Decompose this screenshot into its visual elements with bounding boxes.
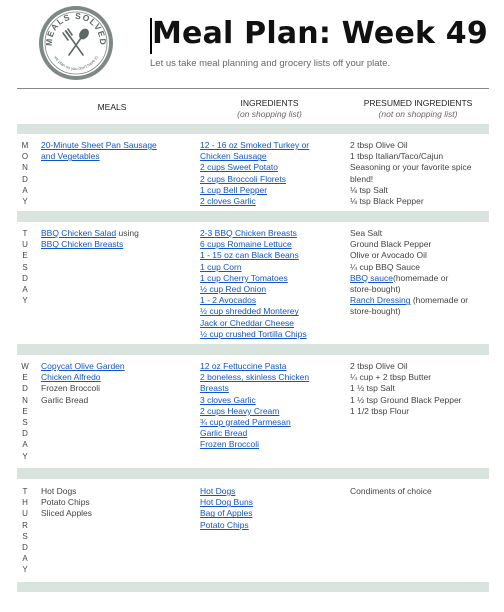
presumed-ingredient-line: ¼ cup + 2 tbsp Butter <box>350 372 432 383</box>
presumed-ingredient-line <box>350 273 492 284</box>
presumed-ingredient-cell <box>350 140 492 207</box>
logo-tagline: we plan so you don't have to <box>53 54 99 72</box>
ingredient-link[interactable]: 2 boneless, skinless Chicken <box>200 372 310 383</box>
presumed-ingredient-line: Seasoning or your favorite spice <box>350 162 472 173</box>
presumed-ingredient-cell <box>350 486 492 497</box>
ingredient-link[interactable]: ½ cup shredded Monterey <box>200 306 299 317</box>
meal-link[interactable]: Copycat Olive Garden <box>41 361 125 371</box>
ingredient-link[interactable]: 2 cups Sweet Potato <box>200 162 278 173</box>
meal-link[interactable]: BBQ Chicken Salad <box>41 228 117 238</box>
row-separator-band <box>17 344 489 355</box>
day-letter: Y <box>22 296 28 306</box>
meals-solved-logo <box>38 5 114 81</box>
day-letter: S <box>22 262 28 272</box>
presumed-ingredient-line: ⅛ tsp Black Pepper <box>350 196 424 207</box>
day-letter: S <box>22 417 28 427</box>
day-letter: U <box>22 240 28 250</box>
day-letter: E <box>22 373 28 383</box>
ingredient-link[interactable]: 1 - 15 oz can Black Beans <box>200 250 299 261</box>
row-separator-band <box>17 211 489 222</box>
ingredient-cell <box>200 361 345 451</box>
meal-link[interactable]: 20-Minute Sheet Pan Sausage <box>41 140 157 150</box>
ingredient-cell <box>200 486 345 531</box>
ingredient-link[interactable]: 2 cups Heavy Cream <box>200 405 280 416</box>
meal-link[interactable]: BBQ Chicken Breasts <box>41 239 124 250</box>
day-letter: T <box>22 487 28 496</box>
day-letter: U <box>22 509 28 519</box>
ingredient-link[interactable]: ¾ cup grated Parmesan <box>200 417 291 428</box>
day-letter: Y <box>22 565 28 575</box>
meal-line <box>41 228 191 239</box>
presumed-ingredient-line: Ground Black Pepper <box>350 239 432 250</box>
ingredient-link[interactable]: 1 cup Cherry Tomatoes <box>200 272 288 283</box>
presumed-ingredient-line: ⅛ tsp Salt <box>350 184 388 195</box>
presumed-ingredient-line: 2 tbsp Olive Oil <box>350 140 408 150</box>
presumed-ingredient-line: Olive or Avocado Oil <box>350 250 427 261</box>
day-letter: W <box>21 362 29 371</box>
presumed-ingredient-text: (homemade or <box>410 295 469 306</box>
row-separator-band <box>17 124 489 134</box>
ingredient-link[interactable]: 6 cups Romaine Lettuce <box>200 239 292 250</box>
presumed-ingredient-cell <box>350 228 492 318</box>
column-header-presumed: PRESUMED INGREDIENTS (not on shopping list) <box>347 98 489 119</box>
presumed-ingredient-line: ¼ cup BBQ Sauce <box>350 261 420 272</box>
presumed-ingredient-line: blend! <box>350 173 374 184</box>
day-letter: T <box>22 229 28 238</box>
ingredient-link[interactable]: Chicken Sausage <box>200 151 267 162</box>
day-letter: N <box>22 395 28 405</box>
presumed-ingredient-line: 1 ½ tsp Salt <box>350 383 395 394</box>
day-letter: D <box>22 174 28 184</box>
day-label-vertical <box>17 361 33 462</box>
day-letter: Y <box>22 451 28 461</box>
presumed-ingredient-line: store-bought) <box>350 306 401 317</box>
day-letter: A <box>22 440 28 450</box>
logo-brand: MEALS SOLVED <box>43 10 109 47</box>
ingredient-link[interactable]: Hot Dogs <box>200 486 236 496</box>
row-separator-band <box>17 582 489 592</box>
day-letter: A <box>22 185 28 195</box>
ingredient-link[interactable]: Jack or Cheddar Cheese <box>200 317 295 328</box>
day-letter: D <box>22 384 28 394</box>
presumed-ingredient-line <box>350 295 492 306</box>
ingredient-link[interactable]: 12 - 16 oz Smoked Turkey or <box>200 140 310 150</box>
ingredient-link[interactable]: Frozen Broccoli <box>200 439 260 450</box>
presumed-ingredient-line: Sea Salt <box>350 228 383 238</box>
meal-cell <box>41 228 191 250</box>
day-label-vertical <box>17 486 33 576</box>
header <box>0 0 504 88</box>
column-subheader-ingredients: (on shopping list) <box>237 109 302 119</box>
meal-cell <box>41 361 191 406</box>
meal-line: Sliced Apples <box>41 508 93 519</box>
ingredient-link[interactable]: 3 cloves Garlic <box>200 394 256 405</box>
day-letter: O <box>21 152 29 162</box>
ingredient-cell <box>200 140 345 207</box>
meal-line: Hot Dogs <box>41 486 77 496</box>
ingredient-link[interactable]: ½ cup Red Onion <box>200 284 267 295</box>
column-header-ingredients: INGREDIENTS (on shopping list) <box>197 98 342 119</box>
meal-text: using <box>116 228 139 238</box>
day-letter: Y <box>22 196 28 206</box>
presumed-ingredient-line: 1 tbsp Italian/Taco/Cajun <box>350 151 444 162</box>
presumed-ingredient-cell <box>350 361 492 417</box>
presumed-ingredient-link[interactable]: Ranch Dressing <box>350 295 411 306</box>
day-letter: D <box>22 429 28 439</box>
presumed-ingredient-line: store-bought) <box>350 284 401 295</box>
header-divider <box>17 88 489 89</box>
meal-line: Potato Chips <box>41 497 90 508</box>
day-label-vertical <box>17 140 33 207</box>
ingredient-link[interactable]: 12 oz Fettuccine Pasta <box>200 361 287 371</box>
presumed-ingredient-line: Condiments of choice <box>350 486 432 496</box>
presumed-ingredient-line: 1 1/2 tbsp Flour <box>350 405 410 416</box>
page-subtitle: Let us take meal planning and grocery lists off your plate. <box>150 58 391 69</box>
row-separator-band <box>17 468 489 479</box>
day-letter: A <box>22 554 28 564</box>
ingredient-link[interactable]: 2 cloves Garlic <box>200 196 256 207</box>
presumed-ingredient-link[interactable]: BBQ sauce <box>350 272 393 283</box>
day-letter: R <box>22 520 28 530</box>
ingredient-link[interactable]: 1 cup Corn <box>200 261 242 272</box>
presumed-ingredient-line: 2 tbsp Olive Oil <box>350 361 408 371</box>
ingredient-link[interactable]: 1 cup Bell Pepper <box>200 184 268 195</box>
ingredient-link[interactable]: Potato Chips <box>200 519 249 530</box>
day-letter: D <box>22 542 28 552</box>
ingredient-link[interactable]: Breasts <box>200 383 229 394</box>
day-letter: E <box>22 251 28 261</box>
page-title: Meal Plan: Week 49 <box>152 16 488 51</box>
meal-link[interactable]: Chicken Alfredo <box>41 372 101 383</box>
ingredient-link[interactable]: 2-3 BBQ Chicken Breasts <box>200 228 297 238</box>
meal-line: Garlic Bread <box>41 394 89 405</box>
ingredient-link[interactable]: ½ cup crushed Tortilla Chips <box>200 328 307 339</box>
meal-link[interactable]: and Vegetables <box>41 151 100 162</box>
meal-line: Frozen Broccoli <box>41 383 101 394</box>
day-letter: E <box>22 406 28 416</box>
ingredient-link[interactable]: 1 - 2 Avocados <box>200 295 257 306</box>
day-letter: D <box>22 273 28 283</box>
meal-cell <box>41 486 191 520</box>
ingredient-cell <box>200 228 345 340</box>
day-letter: M <box>21 141 29 150</box>
ingredient-link[interactable]: 2 cups Broccoli Florets <box>200 173 286 184</box>
day-letter: A <box>22 284 28 294</box>
column-subheader-presumed: (not on shopping list) <box>378 109 458 119</box>
day-letter: H <box>22 498 28 508</box>
meal-cell <box>41 140 191 162</box>
presumed-ingredient-line: 1 ½ tsp Ground Black Pepper <box>350 394 462 405</box>
day-label-vertical <box>17 228 33 306</box>
presumed-ingredient-text: (homemade or <box>393 272 449 283</box>
ingredient-link[interactable]: Garlic Bread <box>200 428 248 439</box>
day-letter: S <box>22 531 28 541</box>
day-letter: N <box>22 163 28 173</box>
ingredient-link[interactable]: Hot Dog Buns <box>200 497 253 508</box>
column-header-meals: MEALS <box>97 102 127 112</box>
ingredient-link[interactable]: Bag of Apples <box>200 508 253 519</box>
